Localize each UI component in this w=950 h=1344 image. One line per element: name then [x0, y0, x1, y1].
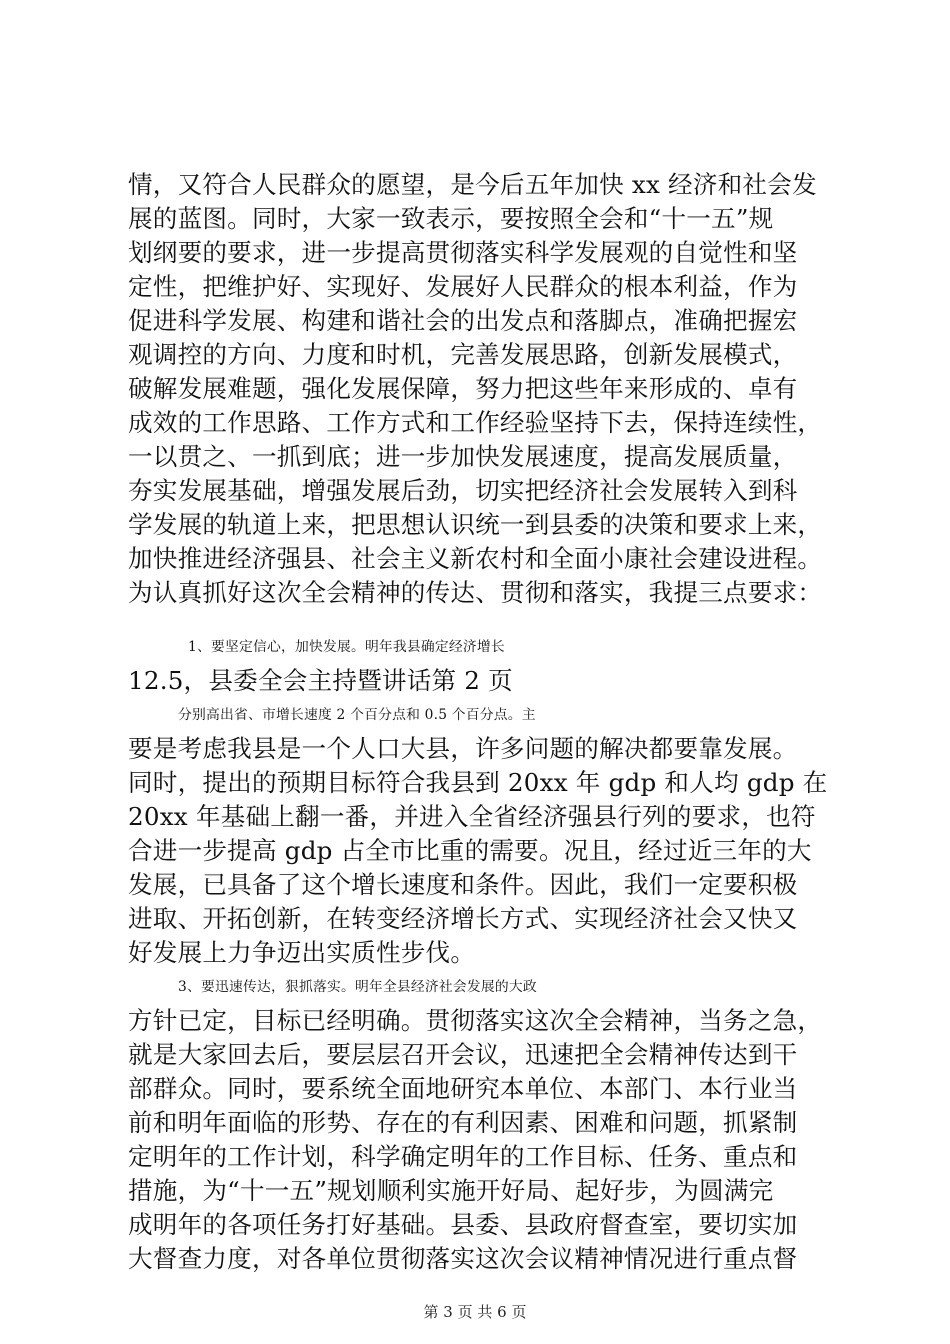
body-text-line: 合进一步提高 gdp 占全市比重的需要。况且，经过近三年的大	[128, 836, 812, 865]
body-text-line: 为认真抓好这次全会精神的传达、贯彻和落实，我提三点要求：	[128, 578, 823, 607]
body-text-line: 大督查力度，对各单位贯彻落实这次会议精神情况进行重点督	[128, 1244, 798, 1273]
body-text-line: 破解发展难题，强化发展保障，努力把这些年来形成的、卓有	[128, 374, 798, 403]
body-text-line: 就是大家回去后，要层层召开会议，迅速把全会精神传达到干	[128, 1040, 798, 1069]
body-text-line: 成明年的各项任务打好基础。县委、县政府督查室，要切实加	[128, 1210, 798, 1239]
body-text-line: 前和明年面临的形势、存在的有利因素、困难和问题，抓紧制	[128, 1108, 798, 1137]
body-text-line: 一以贯之、一抓到底；进一步加快发展速度，提高发展质量，	[128, 442, 798, 471]
body-text-line: 情，又符合人民群众的愿望，是今后五年加快 xx 经济和社会发	[128, 170, 817, 199]
body-text-line: 同时，提出的预期目标符合我县到 20xx 年 gdp 和人均 gdp 在	[128, 768, 828, 797]
body-text-line: 观调控的方向、力度和时机，完善发展思路，创新发展模式，	[128, 340, 798, 369]
body-text-line: 展的蓝图。同时，大家一致表示，要按照全会和“十一五”规	[128, 204, 774, 233]
body-text-line: 进取、开拓创新，在转变经济增长方式、实现经济社会又快又	[128, 904, 798, 933]
body-text-line: 划纲要的要求，进一步提高贯彻落实科学发展观的自觉性和坚	[128, 238, 798, 267]
body-text-line: 好发展上力争迈出实质性步伐。	[128, 938, 476, 967]
body-text-line: 学发展的轨道上来，把思想认识统一到县委的决策和要求上来，	[128, 510, 823, 539]
body-text-line: 发展，已具备了这个增长速度和条件。因此，我们一定要积极	[128, 870, 798, 899]
body-text-line: 部群众。同时，要系统全面地研究本单位、本部门、本行业当	[128, 1074, 798, 1103]
body-text-line: 措施，为“十一五”规划顺利实施开好局、起好步，为圆满完	[128, 1176, 774, 1205]
body-text-line: 20xx 年基础上翻一番，并进入全省经济强县行列的要求，也符	[128, 802, 816, 831]
body-text-line: 促进科学发展、构建和谐社会的出发点和落脚点，准确把握宏	[128, 306, 798, 335]
body-text-line: 成效的工作思路、工作方式和工作经验坚持下去，保持连续性，	[128, 408, 823, 437]
body-text-line: 夯实发展基础，增强发展后劲，切实把经济社会发展转入到科	[128, 476, 798, 505]
page-footer: 第 3 页 共 6 页	[423, 1303, 527, 1321]
numbered-point-heading: 1、要坚定信心，加快发展。明年我县确定经济增长	[188, 639, 505, 655]
body-text-line: 定性，把维护好、实现好、发展好人民群众的根本利益，作为	[128, 272, 798, 301]
body-text-line: 定明年的工作计划，科学确定明年的工作目标、任务、重点和	[128, 1142, 798, 1171]
numbered-point-heading: 3、要迅速传达，狠抓落实。明年全县经济社会发展的大政	[178, 979, 537, 995]
body-text-line: 加快推进经济强县、社会主义新农村和全面小康社会建设进程。	[128, 544, 823, 573]
body-text-line: 12.5，县委全会主持暨讲话第 2 页	[128, 666, 513, 695]
body-text-line: 要是考虑我县是一个人口大县，许多问题的解决都要靠发展。	[128, 734, 798, 763]
body-text-line: 方针已定，目标已经明确。贯彻落实这次全会精神，当务之急，	[128, 1006, 823, 1035]
paragraph-first-line: 分别高出省、市增长速度 2 个百分点和 0.5 个百分点。主	[178, 707, 536, 723]
